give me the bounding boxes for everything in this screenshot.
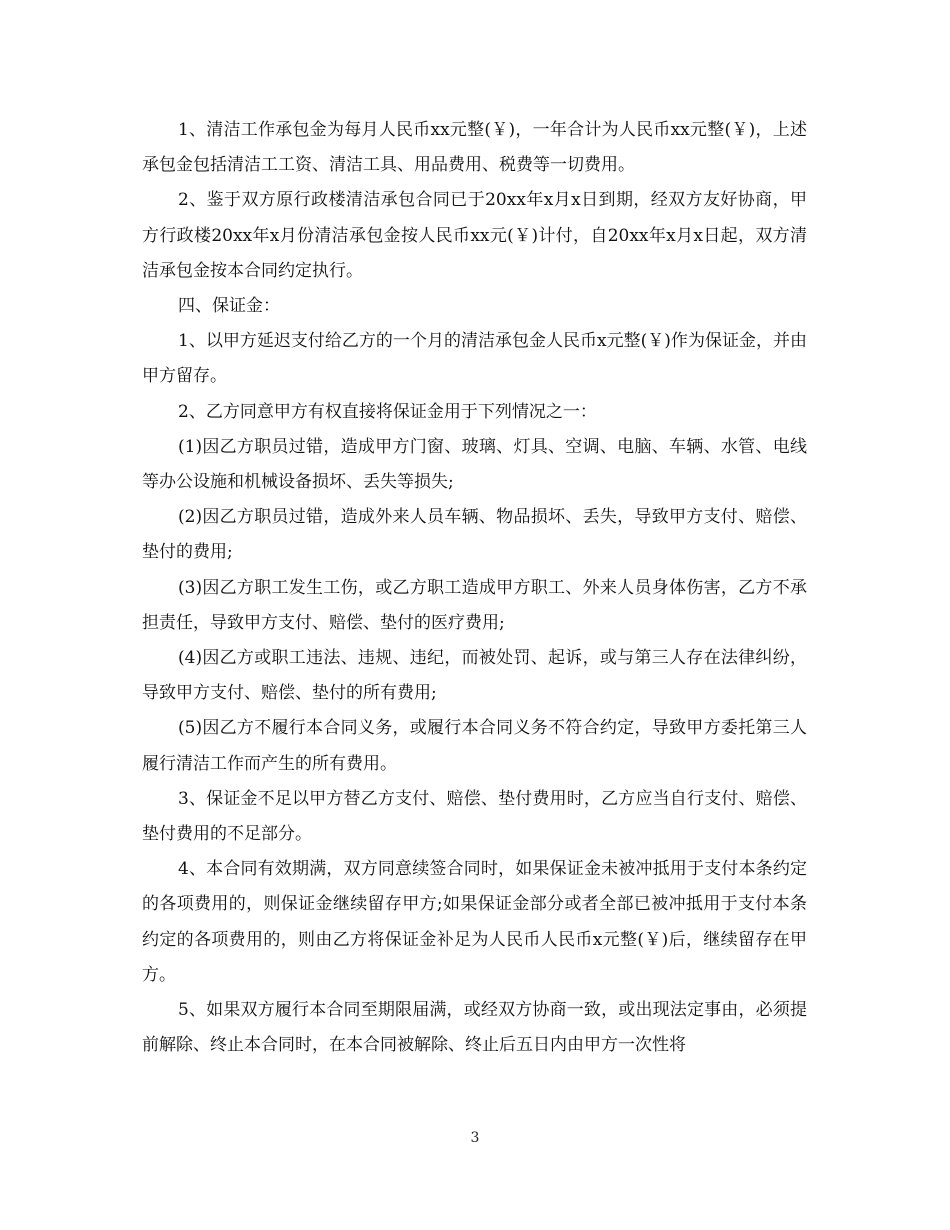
paragraph-deposit-usage: 2、乙方同意甲方有权直接将保证金用于下列情况之一： [178, 401, 597, 422]
section-heading-deposit: 四、保证金： [178, 296, 280, 317]
paragraph-deposit-renewal: 4、本合同有效期满，双方同意续签合同时，如果保证金未被冲抵用于支付本条约定的各项费用的，则保证金继续留存甲方;如果保证金部分或者全部已被冲抵用于支付本条约定的各项费用的，则由乙方将保证金补足为人民币人民币x元整(￥)后，继续留存在甲方。 [142, 859, 807, 985]
page-number: 3 [470, 1130, 480, 1146]
paragraph-deposit-shortfall: 3、保证金不足以甲方替乙方支付、赔偿、垫付费用时，乙方应当自行支付、赔偿、垫付费用的不足部分。 [142, 788, 807, 845]
list-item-deposit-case-4: (4)因乙方或职工违法、违规、违纪，而被处罚、起诉，或与第三人存在法律纠纷，导致甲方支付、赔偿、垫付的所有费用; [142, 648, 807, 704]
list-item-deposit-case-3: (3)因乙方职工发生工伤，或乙方职工造成甲方职工、外来人员身体伤害，乙方不承担责任，导致甲方支付、赔偿、垫付的医疗费用; [142, 577, 807, 633]
paragraph-deposit-termination: 5、如果双方履行本合同至期限届满，或经双方协商一致，或出现法定事由，必须提前解除、终止本合同时，在本合同被解除、终止后五日内由甲方一次性将 [142, 1000, 807, 1056]
list-item-deposit-case-1: (1)因乙方职员过错，造成甲方门窗、玻璃、灯具、空调、电脑、车辆、水管、电线等办公设施和机械设备损坏、丢失等损失; [142, 436, 807, 493]
list-item-deposit-case-5: (5)因乙方不履行本合同义务，或履行本合同义务不符合约定，导致甲方委托第三人履行清洁工作而产生的所有费用。 [142, 718, 807, 774]
list-item-deposit-case-2: (2)因乙方职员过错，造成外来人员车辆、物品损坏、丢失，导致甲方支付、赔偿、垫付的费用; [142, 507, 807, 563]
paragraph-fee-monthly: 1、清洁工作承包金为每月人民币xx元整(￥)，一年合计为人民币xx元整(￥)，上述承包金包括清洁工工资、清洁工具、用品费用、税费等一切费用。 [142, 120, 807, 176]
paragraph-deposit-amount: 1、以甲方延迟支付给乙方的一个月的清洁承包金人民币x元整(￥)作为保证金，并由甲方留存。 [142, 331, 807, 387]
document-body [142, 113, 807, 1063]
paragraph-fee-transition: 2、鉴于双方原行政楼清洁承包合同已于20xx年x月x日到期，经双方友好协商，甲方行政楼20xx年x月份清洁承包金按人民币xx元(￥)计付，自20xx年x月x日起，双方清洁承包金按本合同约定执行。 [142, 190, 807, 281]
